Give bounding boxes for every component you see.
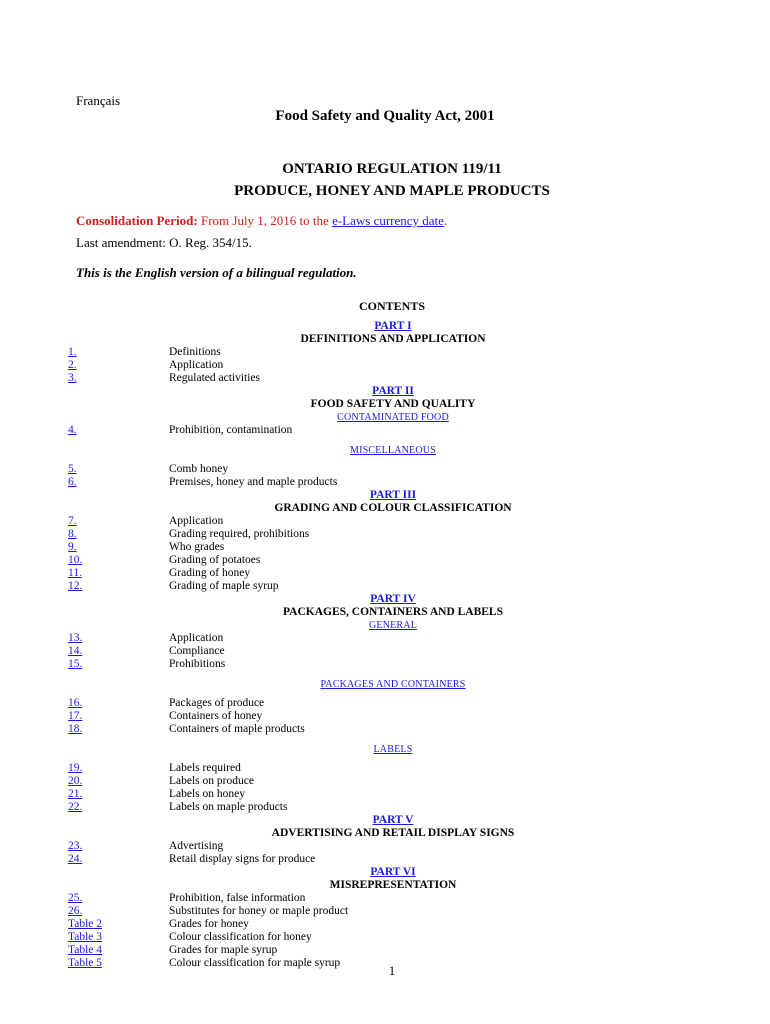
toc-part-title: FOOD SAFETY AND QUALITY: [310, 398, 476, 410]
toc-subsection-heading: [68, 736, 718, 762]
toc-row: [68, 424, 718, 437]
toc-row: [68, 853, 718, 866]
toc-section-title: Labels on produce: [169, 775, 254, 787]
toc-number-cell: [68, 931, 169, 944]
toc-section-link[interactable]: 15.: [68, 658, 83, 670]
toc-part-title: ADVERTISING AND RETAIL DISPLAY SIGNS: [271, 827, 515, 839]
toc-number-cell: [68, 801, 169, 814]
toc-row: [68, 346, 718, 359]
toc-section-title: Regulated activities: [169, 372, 261, 384]
toc-section-link[interactable]: 16.: [68, 697, 83, 709]
toc-section-link[interactable]: Table 2: [68, 918, 103, 930]
toc-section-link[interactable]: 2.: [68, 359, 77, 371]
toc-section-title: Substitutes for honey or maple product: [169, 905, 349, 917]
toc-subsection-link[interactable]: GENERAL: [368, 620, 418, 631]
toc-number-cell: [68, 476, 169, 489]
toc-section-title: Labels on maple products: [169, 801, 288, 813]
toc-section-title: Labels required: [169, 762, 241, 774]
toc-section-link[interactable]: 21.: [68, 788, 83, 800]
toc-row: [68, 554, 718, 567]
toc-number-cell: [68, 515, 169, 528]
toc-section-link[interactable]: 18.: [68, 723, 83, 735]
toc-section-link[interactable]: 7.: [68, 515, 77, 527]
toc-number-cell: [68, 762, 169, 775]
toc-section-title: Definitions: [169, 346, 221, 358]
toc-number-cell: [68, 632, 169, 645]
toc-section-title: Comb honey: [169, 463, 229, 475]
toc-row: [68, 463, 718, 476]
toc-part-link[interactable]: PART V: [372, 814, 414, 826]
toc-part-link[interactable]: PART IV: [370, 593, 416, 605]
toc-section-link[interactable]: Table 5: [68, 957, 103, 969]
toc-section-title: Packages of produce: [169, 697, 265, 709]
toc-number-cell: [68, 723, 169, 736]
toc-section-link[interactable]: 12.: [68, 580, 83, 592]
toc-row: [68, 476, 718, 489]
toc-number-cell: [68, 463, 169, 476]
toc-section-title: Application: [169, 632, 224, 644]
toc-section-link[interactable]: 26.: [68, 905, 83, 917]
toc-number-cell: [68, 918, 169, 931]
toc-section-title: Prohibitions: [169, 658, 226, 670]
toc-part-title: MISREPRESENTATION: [329, 879, 457, 891]
toc-number-cell: [68, 541, 169, 554]
toc-row: [68, 801, 718, 814]
toc-part-title: PACKAGES, CONTAINERS AND LABELS: [282, 606, 504, 618]
toc-subsection-link[interactable]: CONTAMINATED FOOD: [337, 412, 449, 423]
toc-section-link[interactable]: 19.: [68, 762, 83, 774]
toc-row: [68, 359, 718, 372]
toc-subsection-link[interactable]: LABELS: [373, 744, 413, 755]
toc-number-cell: [68, 775, 169, 788]
toc-section-title: Colour classification for maple syrup: [169, 957, 341, 969]
toc-part-link[interactable]: PART I: [374, 320, 412, 332]
toc-subsection-link[interactable]: MISCELLANEOUS: [350, 445, 436, 456]
toc-section-link[interactable]: 9.: [68, 541, 77, 553]
toc-section-title: Containers of maple products: [169, 723, 305, 735]
toc-subsection-heading: [68, 437, 718, 463]
toc-section-title: Grading required, prohibitions: [169, 528, 310, 540]
regulation-number: ONTARIO REGULATION 119/11: [282, 161, 502, 177]
toc-section-title: Prohibition, contamination: [169, 424, 293, 436]
toc-row: [68, 567, 718, 580]
toc-section-link[interactable]: 13.: [68, 632, 83, 644]
toc-section-title: Grading of potatoes: [169, 554, 261, 566]
toc-part-link[interactable]: PART VI: [370, 866, 416, 878]
toc-number-cell: [68, 528, 169, 541]
toc-section-link[interactable]: 17.: [68, 710, 83, 722]
toc-subsection-link[interactable]: PACKAGES AND CONTAINERS: [320, 679, 466, 690]
toc-section-link[interactable]: 6.: [68, 476, 77, 488]
toc-number-cell: [68, 840, 169, 853]
toc-row: [68, 580, 718, 593]
toc-number-cell: [68, 346, 169, 359]
toc-section-link[interactable]: 10.: [68, 554, 83, 566]
toc-part-heading: [68, 489, 718, 502]
toc-part-heading: [68, 866, 718, 879]
toc-section-title: Advertising: [169, 840, 224, 852]
toc-subsection-heading: [68, 671, 718, 697]
toc-number-cell: [68, 892, 169, 905]
toc-subsection-heading: [68, 619, 718, 632]
toc-section-title: Grades for honey: [169, 918, 249, 930]
toc-number-cell: [68, 580, 169, 593]
toc-section-title: Grades for maple syrup: [169, 944, 278, 956]
toc-section-title: Labels on honey: [169, 788, 246, 800]
toc-row: [68, 632, 718, 645]
toc-section-title: Compliance: [169, 645, 225, 657]
toc-row: [68, 905, 718, 918]
toc-part-link[interactable]: PART II: [372, 385, 414, 397]
toc-part-heading: [68, 320, 718, 333]
toc-section-title: Application: [169, 515, 224, 527]
toc-row: [68, 788, 718, 801]
toc-number-cell: [68, 710, 169, 723]
toc-subsection-heading: [68, 411, 718, 424]
toc-section-link[interactable]: 3.: [68, 372, 77, 384]
toc-row: [68, 372, 718, 385]
toc-section-link[interactable]: 20.: [68, 775, 83, 787]
elaws-currency-link[interactable]: e-Laws currency date: [332, 213, 444, 228]
toc-number-cell: [68, 554, 169, 567]
toc-row: [68, 918, 718, 931]
toc-section-title: Retail display signs for produce: [169, 853, 316, 865]
toc-section-link[interactable]: 4.: [68, 424, 77, 436]
toc-section-link[interactable]: 11.: [68, 567, 82, 579]
toc-row: [68, 658, 718, 671]
contents-heading: CONTENTS: [358, 299, 426, 313]
toc-row: [68, 840, 718, 853]
toc-row: [68, 710, 718, 723]
toc-part-link[interactable]: PART III: [369, 489, 417, 501]
toc-number-cell: [68, 697, 169, 710]
toc-part-heading: [68, 385, 718, 398]
table-of-contents: [68, 320, 718, 970]
toc-part-title: DEFINITIONS AND APPLICATION: [300, 333, 486, 345]
toc-number-cell: [68, 645, 169, 658]
toc-section-link[interactable]: 25.: [68, 892, 83, 904]
toc-section-link[interactable]: Table 3: [68, 931, 103, 943]
toc-number-cell: [68, 853, 169, 866]
toc-row: [68, 723, 718, 736]
toc-section-link[interactable]: 22.: [68, 801, 83, 813]
english-version-note: This is the English version of a bilingual regulation.: [76, 265, 357, 280]
consolidation-end: .: [443, 213, 448, 228]
toc-row: [68, 515, 718, 528]
toc-number-cell: [68, 944, 169, 957]
toc-section-link[interactable]: 1.: [68, 346, 77, 358]
toc-row: [68, 892, 718, 905]
toc-number-cell: [68, 658, 169, 671]
toc-section-title: Containers of honey: [169, 710, 263, 722]
toc-section-title: Application: [169, 359, 224, 371]
toc-row: [68, 697, 718, 710]
toc-section-title: Prohibition, false information: [169, 892, 306, 904]
regulation-subject: PRODUCE, HONEY AND MAPLE PRODUCTS: [234, 183, 550, 199]
toc-row: [68, 762, 718, 775]
toc-row: [68, 931, 718, 944]
page-number: 1: [388, 963, 396, 978]
consolidation-label: Consolidation Period:: [76, 213, 198, 228]
toc-section-link[interactable]: 23.: [68, 840, 83, 852]
toc-part-heading: [68, 593, 718, 606]
language-link-french[interactable]: Français: [76, 93, 121, 108]
toc-number-cell: [68, 788, 169, 801]
toc-section-link[interactable]: Table 4: [68, 944, 103, 956]
toc-number-cell: [68, 359, 169, 372]
toc-number-cell: [68, 424, 169, 437]
toc-number-cell: [68, 567, 169, 580]
consolidation-period: [76, 213, 447, 229]
last-amendment: Last amendment: O. Reg. 354/15.: [76, 235, 252, 250]
toc-section-title: Premises, honey and maple products: [169, 476, 338, 488]
toc-row: [68, 528, 718, 541]
toc-section-title: Grading of maple syrup: [169, 580, 279, 592]
toc-number-cell: [68, 372, 169, 385]
toc-row: [68, 645, 718, 658]
act-title: Food Safety and Quality Act, 2001: [275, 108, 495, 124]
toc-section-title: Grading of honey: [169, 567, 251, 579]
toc-section-title: Colour classification for honey: [169, 931, 312, 943]
toc-section-link[interactable]: 14.: [68, 645, 83, 657]
toc-row: [68, 775, 718, 788]
toc-section-link[interactable]: 5.: [68, 463, 77, 475]
toc-row: [68, 541, 718, 554]
toc-section-link[interactable]: 8.: [68, 528, 77, 540]
toc-part-heading: [68, 814, 718, 827]
toc-section-title: Who grades: [169, 541, 225, 553]
consolidation-text: From July 1, 2016 to the: [197, 213, 333, 228]
toc-row: [68, 944, 718, 957]
toc-number-cell: [68, 905, 169, 918]
toc-section-link[interactable]: 24.: [68, 853, 83, 865]
toc-part-title: GRADING AND COLOUR CLASSIFICATION: [274, 502, 512, 514]
